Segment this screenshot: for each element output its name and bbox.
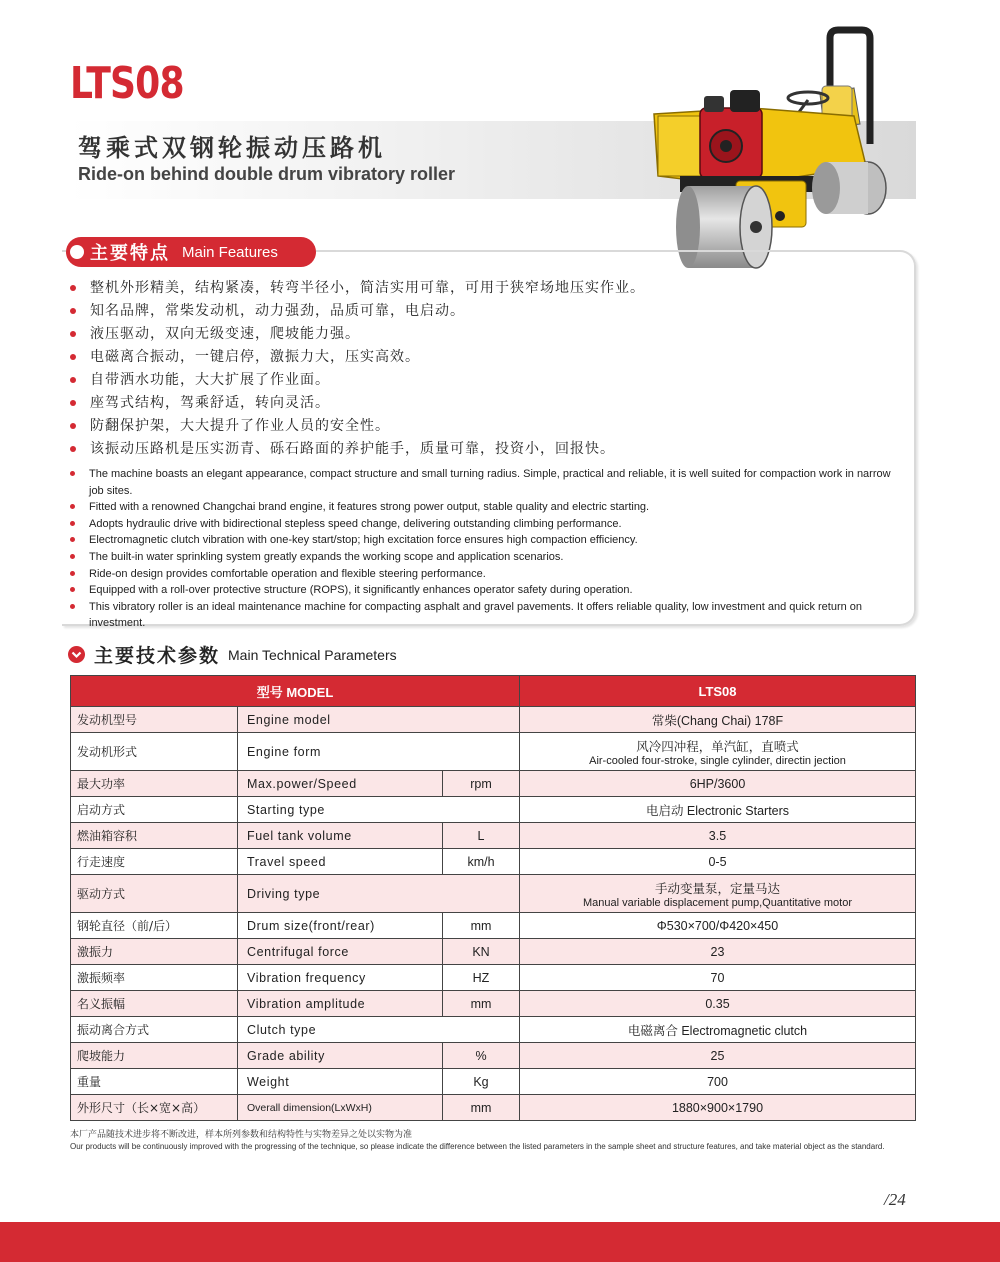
param-value — [520, 733, 916, 771]
bullet-icon — [70, 285, 76, 291]
bullet-icon — [70, 446, 76, 452]
feature-item-en: Fitted with a renowned Changchai brand engine, it features strong power output, stable quality and electric starting. — [70, 499, 900, 516]
param-unit: mm — [443, 913, 520, 939]
feature-item-en: The machine boasts an elegant appearance, compact structure and small turning radius. Simple, practical and reliable, it is well suited for compaction work in narrow job sites. — [70, 466, 900, 499]
param-name-cn: 重量 — [71, 1069, 238, 1095]
features-heading-cn: 主要特点 — [90, 243, 170, 264]
param-value — [520, 707, 916, 733]
param-name-cn: 驱动方式 — [71, 875, 238, 913]
param-value — [520, 1095, 916, 1121]
param-value-main: 23 — [710, 944, 725, 959]
footnote-en: Our products will be continuously improved with the progressing of the technique, so please indicate the difference between the listed parameters in the sample sheet and structure features, and take material object as the standard. — [70, 1142, 885, 1151]
table-row — [71, 733, 916, 771]
bullet-icon — [70, 571, 75, 576]
table-row — [71, 823, 916, 849]
bottom-bar — [0, 1222, 1000, 1262]
title-en: Ride-on behind double drum vibratory roller — [78, 164, 456, 184]
param-name-en: Drum size(front/rear) — [238, 913, 443, 939]
feature-item-en: The built-in water sprinkling system greatly expands the working scope and application scenarios. — [70, 549, 900, 566]
feature-item-cn: 电磁离合振动，一键启停，激振力大，压实高效。 — [70, 346, 645, 369]
param-value-sub: Air-cooled four-stroke, single cylinder, directin jection — [589, 754, 846, 767]
bullet-icon — [70, 587, 75, 592]
param-unit: mm — [443, 1095, 520, 1121]
param-value — [520, 1069, 916, 1095]
param-unit: % — [443, 1043, 520, 1069]
table-row — [71, 1043, 916, 1069]
param-name-cn: 激振力 — [71, 939, 238, 965]
table-row — [71, 875, 916, 913]
param-name-en: Clutch type — [238, 1017, 520, 1043]
param-name-en: Travel speed — [238, 849, 443, 875]
param-name-cn: 名义振幅 — [71, 991, 238, 1017]
feature-item-cn: 知名品牌，常柴发动机，动力强劲，品质可靠，电启动。 — [70, 300, 645, 323]
param-value-main: Φ530×700/Φ420×450 — [656, 918, 779, 933]
param-value-main: 3.5 — [708, 828, 727, 843]
bullet-icon — [70, 354, 76, 360]
param-name-cn: 最大功率 — [71, 771, 238, 797]
param-unit: rpm — [443, 771, 520, 797]
table-header-row — [71, 676, 916, 707]
param-name-cn: 发动机形式 — [71, 733, 238, 771]
param-value-main: 电磁离合 Electromagnetic clutch — [627, 1023, 808, 1038]
param-unit: mm — [443, 991, 520, 1017]
bullet-icon — [70, 554, 75, 559]
param-value-main: 风冷四冲程，单汽缸，直喷式 — [636, 739, 799, 754]
param-value-main: 手动变量泵，定量马达 — [654, 881, 780, 896]
feature-item-cn: 整机外形精美，结构紧凑，转弯半径小，简洁实用可靠，可用于狭窄场地压实作业。 — [70, 277, 645, 300]
bullet-icon — [70, 521, 75, 526]
param-name-en: Fuel tank volume — [238, 823, 443, 849]
table-row — [71, 939, 916, 965]
model-code: LTS08 — [70, 58, 184, 109]
param-unit: L — [443, 823, 520, 849]
feature-item-cn: 液压驱动，双向无级变速，爬坡能力强。 — [70, 323, 645, 346]
param-name-cn: 钢轮直径（前/后） — [71, 913, 238, 939]
param-value-main: 常柴(Chang Chai) 178F — [651, 713, 784, 728]
param-name-en: Starting type — [238, 797, 520, 823]
table-row — [71, 797, 916, 823]
param-name-en: Grade ability — [238, 1043, 443, 1069]
param-value-main: 1880×900×1790 — [671, 1100, 764, 1115]
table-row — [71, 1017, 916, 1043]
page-number: /24 — [884, 1190, 906, 1209]
features-list-en — [70, 466, 900, 632]
param-value — [520, 965, 916, 991]
feature-item-en: Equipped with a roll-over protective structure (ROPS), it significantly enhances operator safety during operation. — [70, 582, 900, 599]
param-unit: km/h — [443, 849, 520, 875]
param-name-cn: 行走速度 — [71, 849, 238, 875]
table-row — [71, 707, 916, 733]
param-value-main: 0.35 — [705, 996, 730, 1011]
table-row — [71, 771, 916, 797]
feature-item-cn: 防翻保护架，大大提升了作业人员的安全性。 — [70, 415, 645, 438]
param-name-cn: 激振频率 — [71, 965, 238, 991]
param-unit: KN — [443, 939, 520, 965]
table-row — [71, 1095, 916, 1121]
param-name-cn: 外形尺寸（长×宽×高） — [71, 1095, 238, 1121]
param-value — [520, 913, 916, 939]
chevron-down-icon — [68, 646, 85, 663]
param-name-en: Vibration amplitude — [238, 991, 443, 1017]
feature-item-cn: 自带洒水功能，大大扩展了作业面。 — [70, 369, 645, 392]
param-name-en: Engine model — [238, 707, 520, 733]
param-name-en: Max.power/Speed — [238, 771, 443, 797]
model-header: 型号 MODEL — [71, 676, 520, 707]
bullet-icon — [70, 504, 75, 509]
features-heading-en: Main Features — [182, 243, 278, 261]
param-name-cn: 发动机型号 — [71, 707, 238, 733]
param-name-en: Weight — [238, 1069, 443, 1095]
bullet-icon — [70, 377, 76, 383]
param-name-cn: 启动方式 — [71, 797, 238, 823]
param-value — [520, 797, 916, 823]
features-heading — [66, 237, 316, 267]
param-value — [520, 991, 916, 1017]
param-name-en: Engine form — [238, 733, 520, 771]
feature-item-cn: 座驾式结构，驾乘舒适，转向灵活。 — [70, 392, 645, 415]
param-value-main: 700 — [707, 1074, 728, 1089]
bullet-icon — [70, 308, 76, 314]
params-heading-cn: 主要技术参数 — [94, 645, 221, 667]
bullet-icon — [70, 537, 75, 542]
param-value-main: 0-5 — [708, 854, 727, 869]
bullet-icon — [70, 423, 76, 429]
spec-table — [70, 675, 916, 1121]
feature-item-en: Ride-on design provides comfortable operation and flexible steering performance. — [70, 566, 900, 583]
footnote-cn: 本厂产品随技术进步将不断改进，样本所列参数和结构特性与实物差异之处以实物为准 — [70, 1130, 413, 1140]
param-name-en: Vibration frequency — [238, 965, 443, 991]
param-unit: Kg — [443, 1069, 520, 1095]
param-name-en: Driving type — [238, 875, 520, 913]
feature-item-cn: 该振动压路机是压实沥青、砾石路面的养护能手，质量可靠，投资小，回报快。 — [70, 438, 645, 461]
params-heading — [68, 641, 397, 668]
features-list-cn — [70, 277, 645, 461]
feature-item-en: Adopts hydraulic drive with bidirectional stepless speed change, delivering outstanding climbing performance. — [70, 516, 900, 533]
param-unit: HZ — [443, 965, 520, 991]
param-name-cn: 振动离合方式 — [71, 1017, 238, 1043]
param-value — [520, 771, 916, 797]
param-value-main: 70 — [710, 970, 725, 985]
param-value — [520, 1043, 916, 1069]
param-value — [520, 849, 916, 875]
roller-machine-image — [640, 16, 930, 276]
bullet-icon — [70, 400, 76, 406]
bullet-icon — [70, 604, 75, 609]
param-value-main: 6HP/3600 — [689, 776, 746, 791]
param-value — [520, 939, 916, 965]
param-value-sub: Manual variable displacement pump,Quantitative motor — [582, 896, 853, 909]
feature-item-en: This vibratory roller is an ideal maintenance machine for compacting asphalt and gravel pavements. It offers reliable quality, low investment and quick return on investment. — [70, 599, 900, 632]
param-value — [520, 823, 916, 849]
table-row — [71, 965, 916, 991]
param-name-cn: 爬坡能力 — [71, 1043, 238, 1069]
param-value-main: 25 — [710, 1048, 725, 1063]
dot-icon — [70, 245, 84, 259]
param-name-en: Centrifugal force — [238, 939, 443, 965]
feature-item-en: Electromagnetic clutch vibration with one-key start/stop; high excitation force ensures high compaction efficiency. — [70, 532, 900, 549]
param-value — [520, 875, 916, 913]
params-heading-en: Main Technical Parameters — [228, 646, 397, 663]
param-value-main: 电启动 Electronic Starters — [645, 803, 790, 818]
param-name-cn: 燃油箱容积 — [71, 823, 238, 849]
title-cn: 驾乘式双钢轮振动压路机 — [78, 134, 386, 162]
table-row — [71, 913, 916, 939]
bullet-icon — [70, 331, 76, 337]
table-row — [71, 1069, 916, 1095]
table-row — [71, 991, 916, 1017]
param-value — [520, 1017, 916, 1043]
bullet-icon — [70, 471, 75, 476]
param-name-en: Overall dimension(LxWxH) — [238, 1095, 443, 1121]
model-value-header: LTS08 — [520, 676, 916, 707]
table-row — [71, 849, 916, 875]
